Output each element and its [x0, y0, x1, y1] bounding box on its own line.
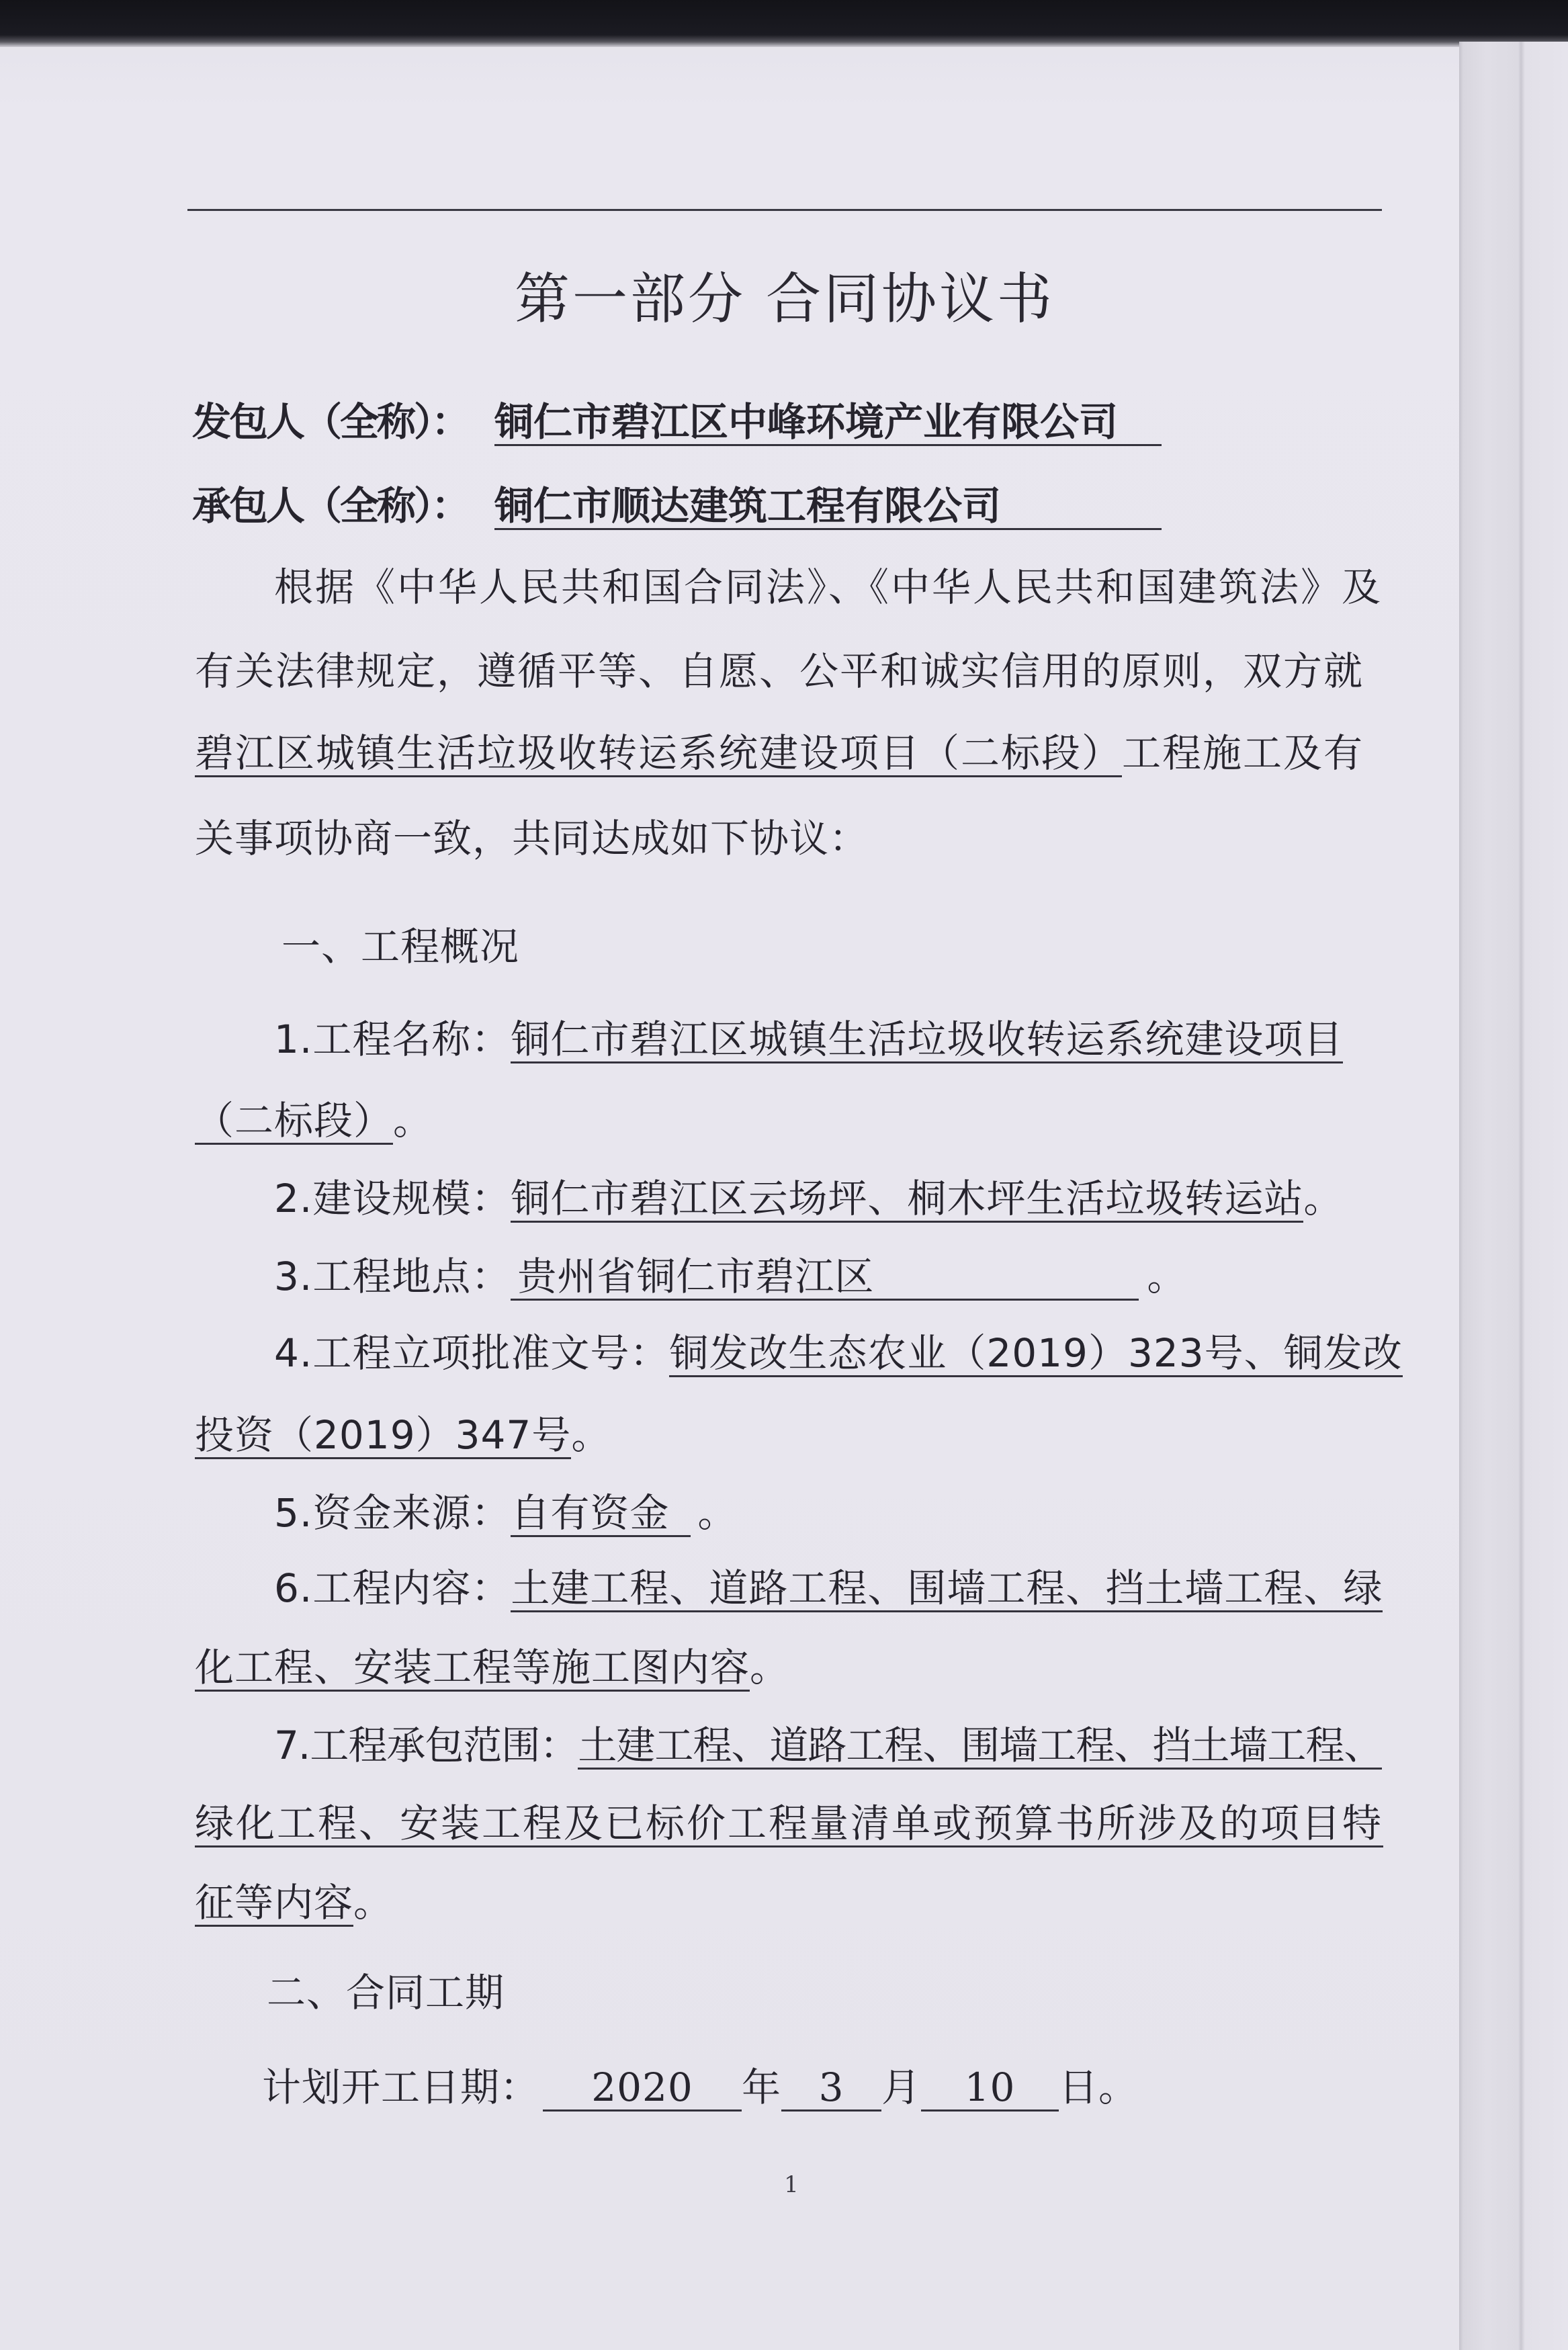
header-rule [187, 209, 1382, 211]
item-6-value: 土建工程、道路工程、围墙工程、挡土墙工程、绿 [511, 1565, 1383, 1611]
item-4-line-2 [195, 1412, 611, 1459]
planned-start-label: 计划开工日期： [262, 2064, 540, 2110]
item-1-value: 铜仁市碧江区城镇生活垃圾收转运系统建设项目 [511, 1016, 1344, 1062]
item-3-value: 贵州省铜仁市碧江区 [511, 1256, 1139, 1301]
section-1-heading: 一、工程概况 [281, 924, 520, 969]
preamble-line-3 [195, 730, 1364, 777]
project-name-underlined: 碧江区城镇生活垃圾收转运系统建设项目（二标段） [195, 730, 1123, 776]
item-1-value-cont: （二标段） [195, 1098, 394, 1143]
planned-start-line [262, 2064, 1138, 2112]
item-7-value-cont-1: 绿化工程、安装工程及已标价工程量清单或预算书所涉及的项目特 [195, 1800, 1384, 1846]
employer-name: 铜仁市碧江区中峰环境产业有限公司 [494, 401, 1162, 446]
item-4-line-1 [274, 1330, 1403, 1377]
item-7-line-3 [195, 1880, 393, 1927]
item-1-line-1 [274, 1016, 1343, 1063]
planned-start-month: 3 [781, 2066, 881, 2112]
item-7-line-2 [195, 1800, 1383, 1847]
item-7-value-cont-2: 征等内容 [195, 1880, 354, 1925]
item-3-line [274, 1254, 1186, 1301]
item-7-end: 。 [353, 1880, 394, 1925]
item-1-end: 。 [393, 1098, 433, 1143]
item-3-end: 。 [1147, 1254, 1187, 1299]
item-6-line-1 [274, 1565, 1383, 1612]
item-7-label: 7.工程承包范围： [274, 1723, 578, 1768]
item-4-end: 。 [571, 1412, 611, 1458]
item-1-label: 1.工程名称： [274, 1016, 511, 1062]
employer-line [192, 399, 1162, 446]
item-2-end: 。 [1303, 1176, 1344, 1221]
item-2-line [274, 1176, 1343, 1223]
page-right-edge [1459, 42, 1568, 2350]
item-5-value: 自有资金 [511, 1492, 691, 1537]
planned-start-year: 2020 [543, 2066, 742, 2112]
item-4-value-cont: 投资（2019）347号 [195, 1412, 572, 1458]
preamble-line-2: 有关法律规定，遵循平等、自愿、公平和诚实信用的原则，双方就 [195, 648, 1364, 694]
item-6-value-cont: 化工程、安装工程等施工图内容 [195, 1645, 750, 1690]
item-3-label: 3.工程地点： [274, 1254, 511, 1299]
item-7-value: 土建工程、道路工程、围墙工程、挡土墙工程、 [578, 1723, 1383, 1768]
month-unit: 月 [881, 2064, 922, 2110]
item-4-label: 4.工程立项批准文号： [274, 1330, 670, 1376]
item-6-end: 。 [750, 1645, 790, 1690]
preamble-line-1: 根据《中华人民共和国合同法》、《中华人民共和国建筑法》及 [274, 564, 1383, 610]
preamble-line-3-rest: 工程施工及有 [1122, 730, 1364, 776]
day-unit: 日。 [1059, 2064, 1139, 2110]
item-5-line [274, 1490, 737, 1537]
contractor-label: 承包人（全称）： [192, 483, 469, 529]
item-4-value: 铜发改生态农业（2019）323号、铜发改 [669, 1330, 1403, 1376]
item-5-end: 。 [697, 1490, 738, 1536]
section-2-heading: 二、合同工期 [267, 1970, 505, 2015]
contractor-name: 铜仁市顺达建筑工程有限公司 [494, 485, 1162, 530]
item-2-label: 2.建设规模： [274, 1176, 511, 1221]
preamble-line-4: 关事项协商一致，共同达成如下协议： [195, 816, 869, 861]
employer-label: 发包人（全称）： [192, 399, 469, 445]
page-number: 1 [784, 2171, 799, 2198]
year-unit: 年 [742, 2064, 782, 2110]
item-7-line-1 [274, 1723, 1382, 1770]
document-title: 第一部分 合同协议书 [514, 267, 1055, 331]
item-1-line-2 [195, 1098, 433, 1145]
item-2-value: 铜仁市碧江区云场坪、桐木坪生活垃圾转运站 [511, 1176, 1304, 1221]
scan-top-edge [0, 0, 1568, 47]
item-6-label: 6.工程内容： [274, 1565, 511, 1611]
planned-start-day: 10 [921, 2066, 1059, 2112]
contractor-line [192, 483, 1162, 530]
item-5-label: 5.资金来源： [274, 1490, 511, 1536]
item-6-line-2 [195, 1645, 789, 1692]
